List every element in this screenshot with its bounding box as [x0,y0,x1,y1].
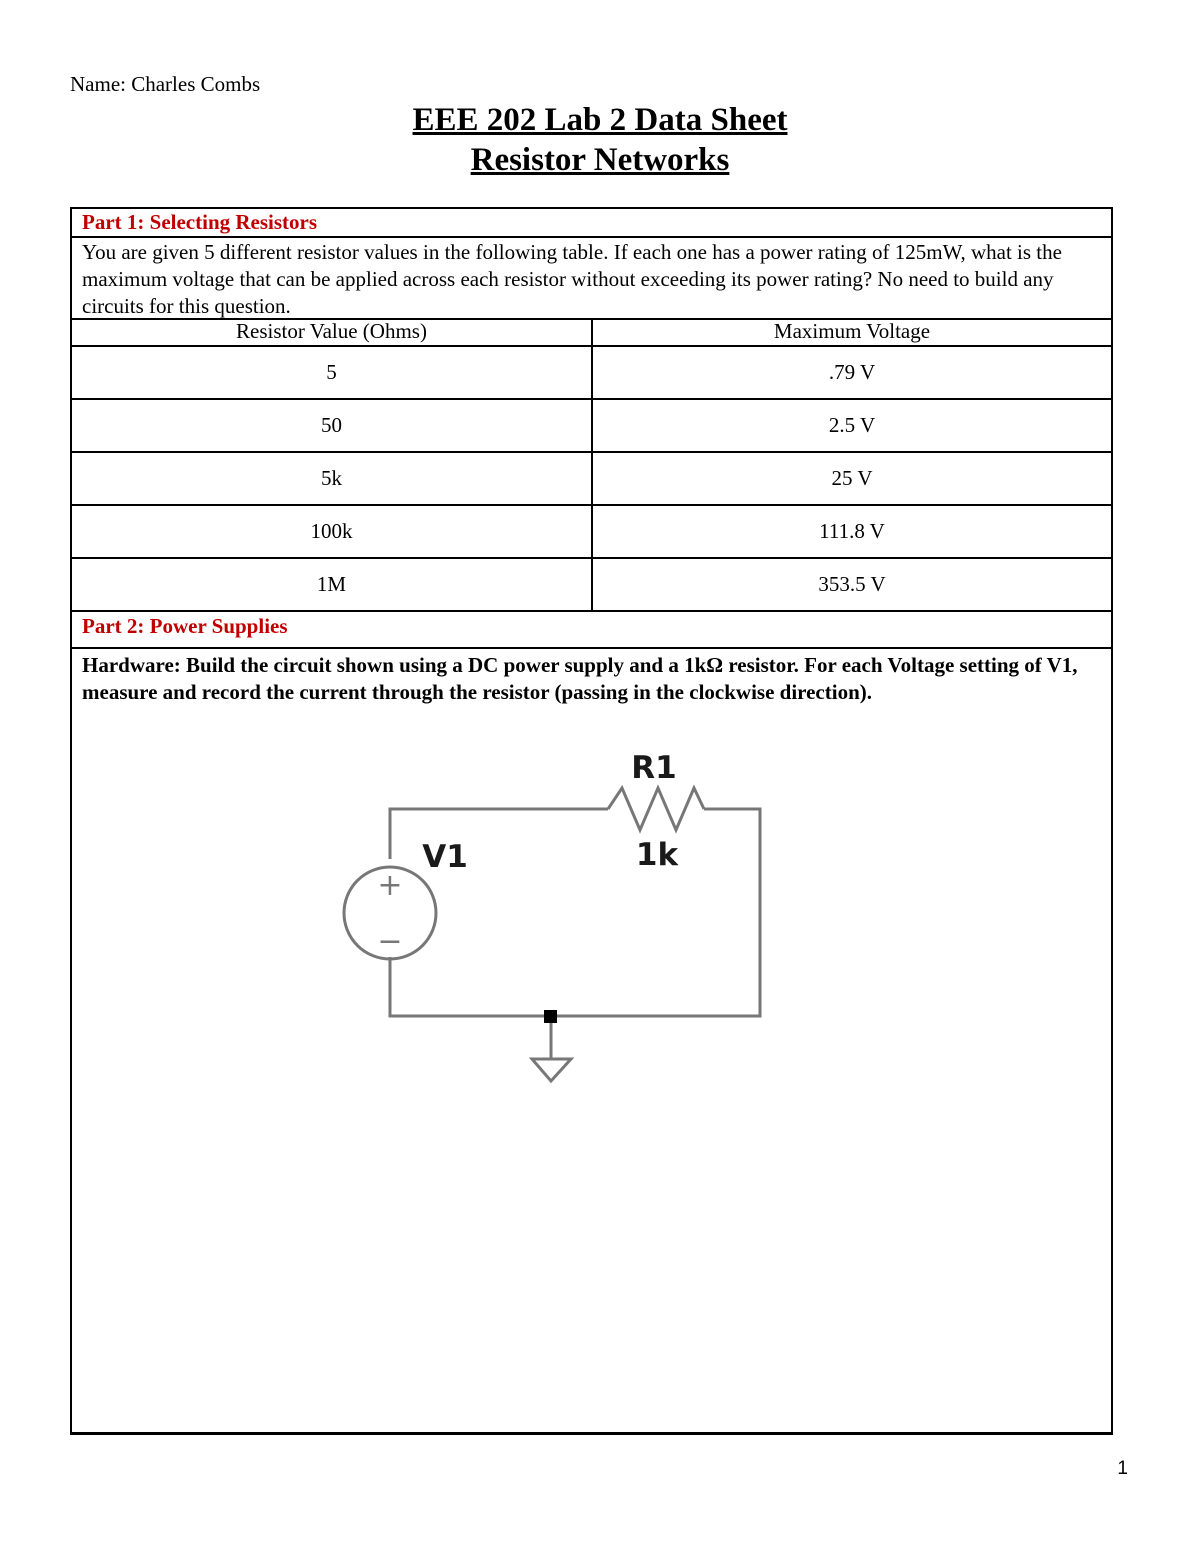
page-number: 1 [1117,1458,1128,1479]
node-marker [544,1010,557,1023]
plus-sign: + [377,868,403,903]
max-voltage-cell: 25 V [592,452,1111,505]
resistor-value-cell: 100k [72,505,592,558]
name-line: Name: Charles Combs [70,72,261,96]
minus-sign: − [377,924,403,959]
doc-title-main: EEE 202 Lab 2 Data Sheet [412,102,788,138]
divider [72,236,1111,238]
resistor-table [72,318,1111,612]
circuit-diagram [330,745,790,1090]
doc-title [0,100,1200,180]
table-row [72,346,1111,399]
col-header-resistor-value: Resistor Value (Ohms) [72,318,592,346]
resistor-name-label: R1 [631,750,677,786]
col-header-max-voltage: Maximum Voltage [592,318,1111,346]
part2-heading: Part 2: Power Supplies [82,614,288,638]
max-voltage-cell: 2.5 V [592,399,1111,452]
part2-question: Hardware: Build the circuit shown using a DC power supply and a 1kΩ resistor. For each Voltage setting of V1, measure and record the current through the resistor (passing in the clockwise direction). [82,653,1078,704]
source-label: V1 [422,839,468,875]
max-voltage-cell: 353.5 V [592,558,1111,611]
table-row [72,505,1111,558]
part1-heading: Part 1: Selecting Resistors [82,210,318,234]
table-row [72,452,1111,505]
resistor-value-cell: 1M [72,558,592,611]
table-header-row [72,318,1111,346]
doc-title-sub: Resistor Networks [470,142,730,178]
resistor-symbol [608,788,704,830]
resistor-value-cell: 5 [72,346,592,399]
resistor-value-cell: 5k [72,452,592,505]
divider [72,647,1111,649]
max-voltage-cell: 111.8 V [592,505,1111,558]
table-row [72,399,1111,452]
ground-symbol [532,1059,571,1081]
resistor-value-cell: 50 [72,399,592,452]
table-row [72,558,1111,611]
part1-question: You are given 5 different resistor values in the following table. If each one has a power rating of 125mW, what is the maximum voltage that can be applied across each resistor without exceeding its power rating? No need to build any circuits for this question. [82,240,1062,318]
resistor-value-label: 1k [635,837,679,873]
max-voltage-cell: .79 V [592,346,1111,399]
